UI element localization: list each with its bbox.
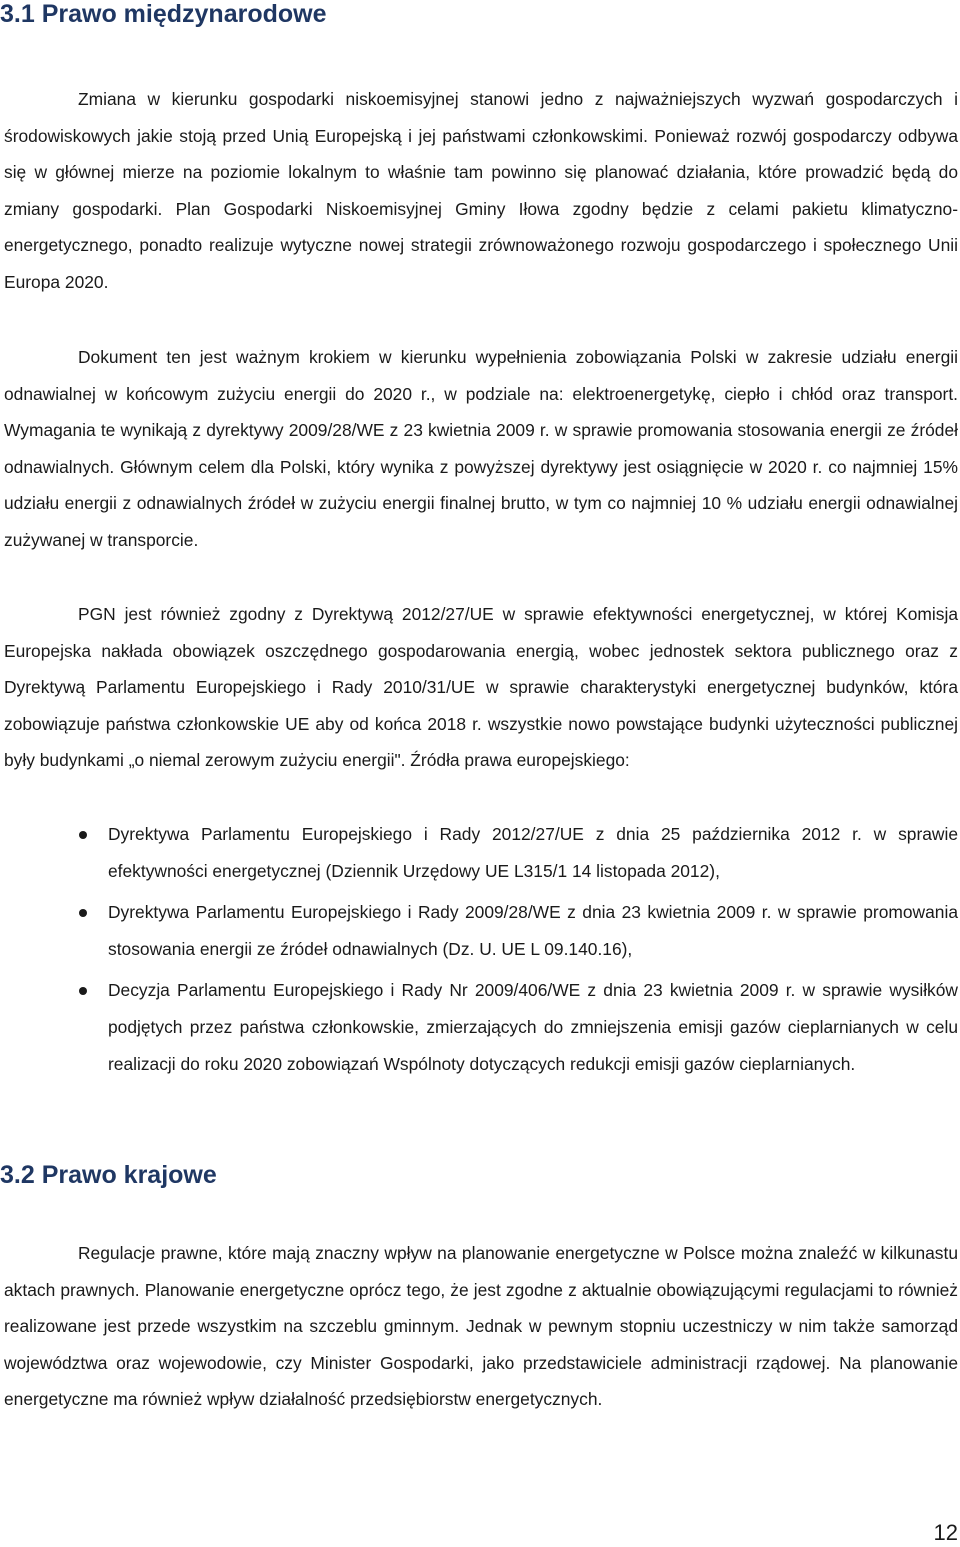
list-item-text: Decyzja Parlamentu Europejskiego i Rady Nr 2009/406/WE z dnia 23 kwietnia 2009 r. w sprawie wysiłków podjętych przez państwa członkowskie, zmierzających do zmniejszenia emisji gazów cieplarnianych w celu realizacji do roku 2020 zobowiązań Wspólnoty dotyczących redukcji emisji gazów cieplarnianych. (108, 980, 958, 1074)
list-item (0, 972, 958, 1082)
paragraph-low-emission-intro: Zmiana w kierunku gospodarki niskoemisyjnej stanowi jedno z najważniejszych wyzwań gospodarczych i środowiskowych jakie stoją przed Unią Europejską i jej państwami członkowskimi. Ponieważ rozwój gospodarczy odbywa się w głównej mierze na poziomie lokalnym to właśnie tam powinno się planować działania, które prowadzić będą do zmiany gospodarki. Plan Gospodarki Niskoemisyjnej Gminy Iłowa zgodny będzie z celami pakietu klimatyczno-energetycznego, ponadto realizuje wytyczne nowej strategii zrównoważonego rozwoju gospodarczego i społecznego Unii Europa 2020. (4, 89, 958, 292)
section-heading-national-law: 3.2 Prawo krajowe (0, 1161, 217, 1189)
bullet-icon (79, 987, 87, 995)
section-heading-international-law: 3.1 Prawo międzynarodowe (0, 0, 327, 28)
list-item-text: Dyrektywa Parlamentu Europejskiego i Rady 2012/27/UE z dnia 25 października 2012 r. w sprawie efektywności energetycznej (Dziennik Urzędowy UE L315/1 14 listopada 2012), (108, 824, 958, 881)
bullet-icon (79, 831, 87, 839)
list-item (0, 894, 958, 967)
paragraph-renewable-directive: Dokument ten jest ważnym krokiem w kierunku wypełnienia zobowiązania Polski w zakresie udziału energii odnawialnej w końcowym zużyciu energii do 2020 r., w podziale na: elektroenergetykę, ciepło i chłód oraz transport. Wymagania te wynikają z dyrektywy 2009/28/WE z 23 kwietnia 2009 r. w sprawie promowania stosowania energii ze źródeł odnawialnych. Głównym celem dla Polski, który wynika z powyższej dyrektywy jest osiągnięcie w 2020 r. co najmniej 15% udziału energii z odnawialnych źródeł w zużyciu energii finalnej brutto, w tym co najmniej 10 % udziału energii odnawialnej zużywanej w transporcie. (4, 347, 958, 550)
paragraph-national-regulations: Regulacje prawne, które mają znaczny wpływ na planowanie energetyczne w Polsce można znaleźć w kilkunastu aktach prawnych. Planowanie energetyczne oprócz tego, że jest zgodne z aktualnie obowiązującymi regulacjami to również realizowane jest przede wszystkim na szczeblu gminnym. Jednak w pewnym stopniu uczestniczy w nim także samorząd województwa oraz wojewodowie, czy Minister Gospodarki, jako przedstawiciele administracji rządowej. Na planowanie energetyczne ma również wpływ działalność przedsiębiorstw energetycznych. (4, 1243, 958, 1410)
list-item (0, 816, 958, 889)
list-item-text: Dyrektywa Parlamentu Europejskiego i Rady 2009/28/WE z dnia 23 kwietnia 2009 r. w sprawie promowania stosowania energii ze źródeł odnawialnych (Dz. U. UE L 09.140.16), (108, 902, 958, 959)
paragraph-energy-efficiency-directive: PGN jest również zgodny z Dyrektywą 2012/27/UE w sprawie efektywności energetycznej, w której Komisja Europejska nakłada obowiązek oszczędnego gospodarowania energią, wobec jednostek sektora publicznego oraz z Dyrektywą Parlamentu Europejskiego i Rady 2010/31/UE w sprawie charakterystyki energetycznej budynków, która zobowiązuje państwa członkowskie UE aby od końca 2018 r. wszystkie nowo powstające budynki użyteczności publicznej były budynkami „o niemal zerowym zużyciu energii". Źródła prawa europejskiego: (4, 604, 958, 771)
bullet-icon (79, 909, 87, 917)
page-number: 12 (933, 1520, 958, 1545)
eu-law-sources-list (0, 816, 958, 1082)
